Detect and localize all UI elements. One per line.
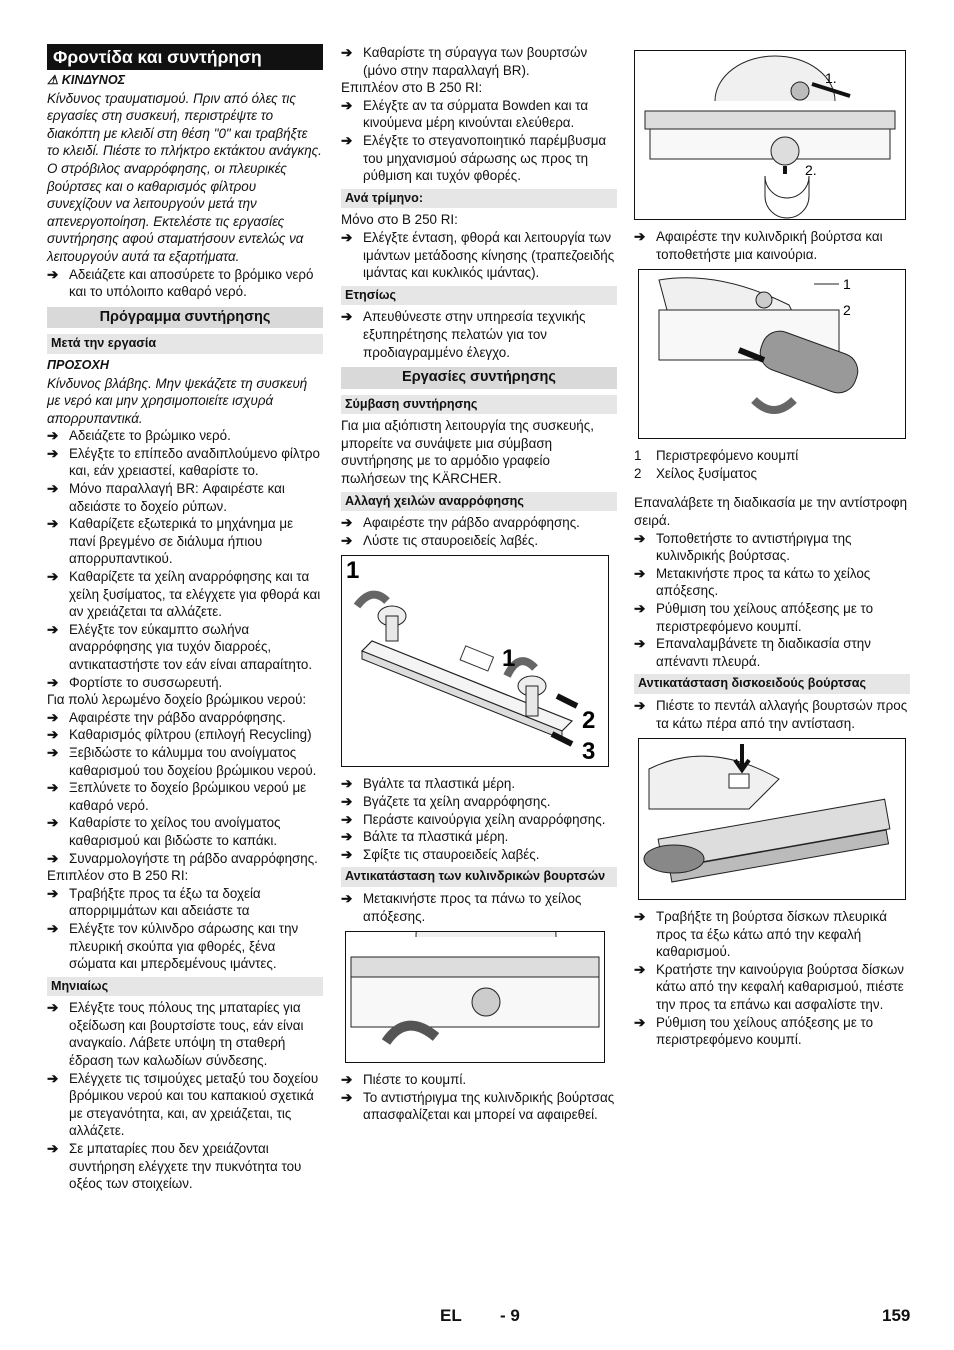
list-item: ➔ Καθαρίζετε εξωτερικά το μηχάνημα με πανί βρεγμένο σε διάλυμα ήπιου απορρυπαντικού.	[47, 516, 294, 567]
list-item: ➔ Τοποθετήστε το αντιστήριγμα της κυλινδρικής βούρτσας.	[634, 530, 852, 564]
paragraph: Επιπλέον στο B 250 RI:	[47, 868, 189, 884]
list-item: ➔ Ελέγξτε τους πόλους της μπαταρίες για οξείδωση και βουρτσίστε τους, εάν είναι αναγκαίο. Λάβετε υπόψη τη σταθερή έδραση των καλωδίων σύνδεσης.	[47, 1000, 304, 1069]
figure-callout: 1	[346, 557, 360, 585]
list-item: ➔ Πιέστε το κουμπί.	[341, 1072, 467, 1088]
caution-text: Κίνδυνος βλάβης. Μην ψεκάζετε τη συσκευή με νερό και μην χρησιμοποιείτε ισχυρά απορρυπαντικά.	[47, 375, 308, 426]
list-item: ➔ Ρύθμιση του χείλους απόξεσης με το περιστρεφόμενο κουμπί.	[634, 600, 874, 634]
legend-row: 1 Περιστρεφόμενο κουμπί	[634, 448, 799, 464]
list-item: ➔ Ελέγξτε τον κύλινδρο σάρωσης και την πλευρική σκούπα για φθορές, ξένα σώματα και μπερδεμένους ιμάντες.	[47, 920, 299, 972]
list-item: ➔ Ξεπλύνετε το δοχείο βρώμικου νερού με καθαρό νερό.	[47, 780, 307, 813]
figure-callout: 1.	[825, 70, 837, 86]
disc-brush-illustration	[639, 739, 905, 899]
paragraph: Επαναλάβετε τη διαδικασία με την αντίστροφη σειρά.	[634, 495, 908, 528]
figure-callout: 3	[582, 738, 596, 766]
subsection-heading: Αντικατάσταση των κυλινδρικών βουρτσών	[341, 867, 617, 887]
roller-brush-illustration	[346, 932, 604, 1062]
figure-roller-insert	[638, 269, 906, 439]
section-heading: Πρόγραμμα συντήρησης	[47, 307, 323, 329]
footer-local-page: - 9	[500, 1306, 520, 1325]
paragraph: Για μια αξιόπιστη λειτουργία της συσκευής, μπορείτε να συνάψετε μια σύμβαση συντήρησης με το αρμόδιο γραφείο πωλήσεων της KÄRCHER.	[341, 418, 594, 487]
figure-callout: 2.	[805, 162, 817, 178]
list-item: ➔ Το αντιστήριγμα της κυλινδρικής βούρτσας απασφαλίζεται και μπορεί να αφαιρεθεί.	[341, 1089, 615, 1123]
list-item: ➔ Μόνο παραλλαγή BR: Αφαιρέστε και αδειάστε το δοχείο ρύπων.	[47, 481, 285, 514]
list-item: ➔ Σε μπαταρίες που δεν χρειάζονται συντήρηση ελέγχετε την πυκνότητα του οξέος των στοιχείων.	[47, 1141, 302, 1192]
subsection-heading: Ανά τρίμηνο:	[341, 189, 617, 209]
list-item: ➔ Καθαρισμός φίλτρου (επιλογή Recycling)	[47, 727, 312, 743]
section-heading: Εργασίες συντήρησης	[341, 367, 617, 389]
list-item: ➔ Ελέγξτε το επίπεδο αναδιπλούμενο φίλτρο και, εάν χρειαστεί, καθαρίστε το.	[47, 445, 320, 479]
list-item: ➔ Σφίξτε τις σταυροειδείς λαβές.	[341, 846, 540, 862]
figure-disc-brush	[638, 738, 906, 900]
list-item: ➔ Ελέγξτε το στεγανοποιητικό παρέμβυσμα του μηχανισμού σάρωσης ως προς τη ρύθμιση και τυχόν φθορές.	[341, 132, 607, 184]
list-item: ➔ Φορτίστε το συσσωρευτή.	[47, 674, 223, 690]
caution-label: ΠΡΟΣΟΧΗ	[47, 357, 109, 372]
figure-callout: 2	[843, 302, 851, 319]
list-item: ➔ Αφαιρέστε την ράβδο αναρρόφησης.	[341, 515, 580, 531]
figure-roller-brush	[345, 931, 605, 1063]
roller-insert-illustration	[639, 270, 905, 438]
section-title: Φροντίδα και συντήρηση	[47, 44, 323, 70]
subsection-heading: Μηνιαίως	[47, 977, 323, 997]
list-item: ➔ Απευθύνεστε στην υπηρεσία τεχνικής εξυπηρέτησης πελατών για τον προδιαγραμμένο έλεγχο.	[341, 309, 586, 360]
list-item: ➔ Τραβήξτε τη βούρτσα δίσκων πλευρικά προς τα έξω κάτω από την κεφαλή καθαρισμού.	[634, 909, 888, 960]
figure-suction-bar	[341, 555, 609, 767]
figure-brush-support	[634, 50, 906, 220]
list-item: ➔ Ελέγξτε ένταση, φθορά και λειτουργία των ιμάντων μετάδοσης κίνησης (τραπεζοειδής ιμάντας και κυκλικός ιμάντας).	[341, 229, 615, 281]
list-item: ➔ Βγάλτε τα πλαστικά μέρη.	[341, 776, 516, 792]
subsection-heading: Αντικατάσταση δισκοειδούς βούρτσας	[634, 674, 910, 694]
paragraph: Επιπλέον στο B 250 RI:	[341, 80, 483, 96]
list-item: ➔ Βγάζετε τα χείλη αναρρόφησης.	[341, 794, 551, 810]
list-item: ➔ Μετακινήστε προς τα κάτω το χείλος απόξεσης.	[634, 565, 871, 599]
list-item: ➔ Περάστε καινούργια χείλη αναρρόφησης.	[341, 811, 606, 827]
footer-language: EL	[440, 1306, 462, 1325]
list-item: ➔ Αδειάζετε και αποσύρετε το βρόμικο νερό και το υπόλοιπο καθαρό νερό.	[47, 266, 314, 300]
column-2	[341, 44, 617, 1124]
list-item: ➔ Ελέγξτε τον εύκαμπτο σωλήνα αναρρόφησης για τυχόν διαρροές, αντικαταστήστε τον εάν είναι απαραίτητο.	[47, 621, 313, 672]
paragraph: Μόνο στο B 250 RI:	[341, 212, 458, 228]
list-item: ➔ Λύστε τις σταυροειδείς λαβές.	[341, 532, 539, 548]
list-item: ➔ Ελέγχετε τις τσιμούχες μεταξύ του δοχείου βρόμικου νερού και του καπακιού σχετικά με στεγανότητα, και, αν χρειάζεται, τις αλλάζετε.	[47, 1070, 319, 1139]
list-item: ➔ Συναρμολογήστε τη ράβδο αναρρόφησης.	[47, 850, 318, 866]
figure-callout: 1	[843, 276, 851, 293]
figure-callout: 2	[582, 707, 596, 735]
list-item: ➔ Ελέγξτε αν τα σύρματα Bowden και τα κινούμενα μέρη κινούνται ελεύθερα.	[341, 97, 589, 131]
list-item: ➔ Βάλτε τα πλαστικά μέρη.	[341, 829, 509, 845]
list-item: ➔ Πιέστε το πεντάλ αλλαγής βουρτσών προς τα κάτω πέρα από την αντίσταση.	[634, 697, 908, 731]
list-item: ➔ Ρύθμιση του χείλους απόξεσης με το περιστρεφόμενο κουμπί.	[634, 1014, 874, 1048]
list-item: ➔ Αφαιρέστε την ράβδο αναρρόφησης.	[47, 709, 286, 725]
list-item: ➔ Αδειάζετε το βρώμικο νερό.	[47, 428, 231, 444]
list-item: ➔ Επαναλαμβάνετε τη διαδικασία στην απέναντι πλευρά.	[634, 636, 871, 669]
paragraph: Για πολύ λερωμένο δοχείο βρώμικου νερού:	[47, 692, 307, 708]
subsection-heading: Ετησίως	[341, 286, 617, 306]
subsection-heading: Σύμβαση συντήρησης	[341, 395, 617, 415]
suction-bar-illustration	[342, 556, 608, 766]
list-item: ➔ Ξεβιδώστε το κάλυμμα του ανοίγματος καθαρισμού του δοχείου βρώμικου νερού.	[47, 744, 317, 778]
figure-callout: 1	[502, 645, 516, 673]
list-item: ➔ Κρατήστε την καινούργια βούρτσα δίσκων κάτω από την κεφαλή καθαρισμού, πιέστε την προς τα επάνω και ασφαλίστε την.	[634, 961, 904, 1013]
list-item: ➔ Μετακινήστε προς τα πάνω το χείλος απόξεσης.	[341, 891, 582, 924]
list-item: ➔ Καθαρίστε το χείλος του ανοίγματος καθαρισμού και βιδώστε το καπάκι.	[47, 815, 281, 848]
column-1	[47, 44, 323, 1193]
footer-page-number: 159	[882, 1306, 911, 1325]
legend-row: 2 Χείλος ξυσίματος	[634, 465, 758, 481]
danger-text: Κίνδυνος τραυματισμού. Πριν από όλες τις εργασίες στη συσκευή, περιστρέψτε το διακόπτη με κλειδί στη θέση "0" και τραβήξτε το κλειδί. Πιέστε το πλήκτρο εκτάκτου ανάγκης.	[47, 90, 322, 159]
brush-support-illustration	[635, 51, 905, 219]
list-item: ➔ Αφαιρέστε την κυλινδρική βούρτσα και τοποθετήστε μια καινούρια.	[634, 229, 883, 262]
danger-text: Ο στρόβιλος αναρρόφησης, οι πλευρικές βούρτσες και ο καθαρισμός φίλτρου συνεχίζουν να λειτουργούν μετά την απενεργοποίηση. Εκτελέστε τις εργασίες συντήρησης αφού σταματήσουν εντελώς να λειτουργούν αυτά τα εξαρτήματα.	[47, 160, 304, 264]
subsection-heading: Μετά την εργασία	[47, 334, 323, 354]
subsection-heading: Αλλαγή χειλών αναρρόφησης	[341, 492, 617, 512]
list-item: ➔ Καθαρίζετε τα χείλη αναρρόφησης και τα χείλη ξυσίματος, τα ελέγχετε για φθορά και αν χρειάζεται τα αλλάζετε.	[47, 569, 321, 620]
column-3	[634, 50, 910, 1049]
list-item: ➔ Τραβήξτε προς τα έξω τα δοχεία απορριμμάτων και αδειάστε τα	[47, 885, 261, 919]
danger-label: ⚠ ΚΙΝΔΥΝΟΣ	[47, 73, 126, 87]
list-item: ➔ Καθαρίστε τη σύραγγα των βουρτσών (μόνο στην παραλλαγή BR).	[341, 45, 588, 78]
